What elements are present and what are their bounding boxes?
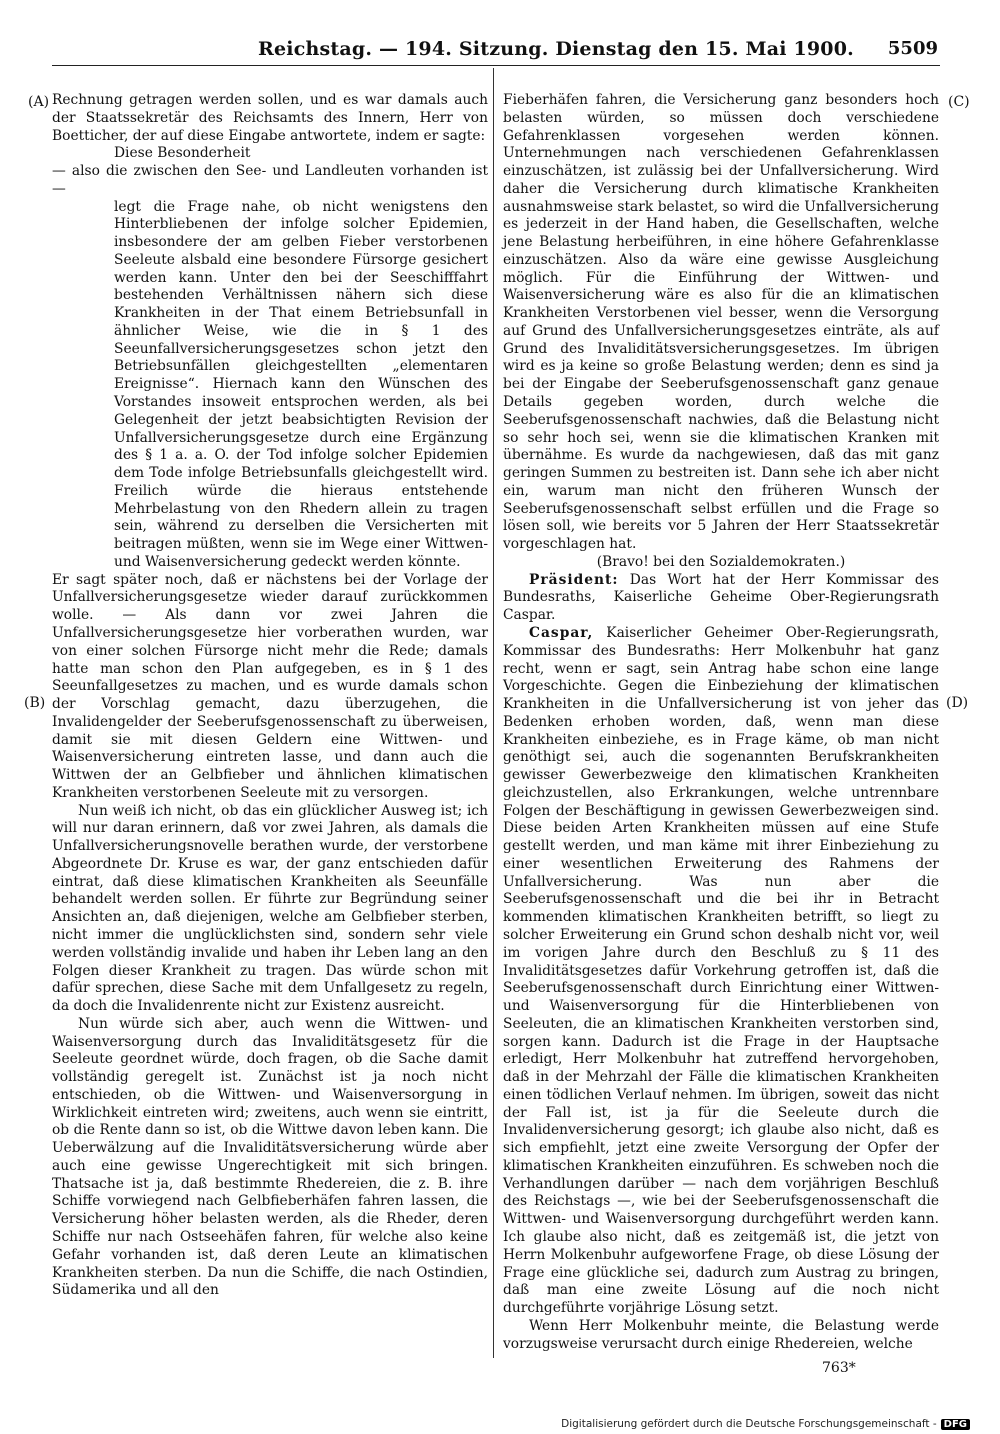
- paragraph: Nun weiß ich nicht, ob das ein glücklicher Ausweg ist; ich will nur daran erinnern, daß vor zwei Jahren, als damals die Unfallversicherungsnovelle berathen wurde, der verstorbene Abgeordnete Dr. Kruse es war, der ganz entschieden dafür eintrat, daß diese klimatischen Krankheiten als Seeunfälle behandelt werden sollen. Er führte zur Begründung seiner Ansichten an, daß diejenigen, welche am Gelbfieber sterben, nicht immer die unglücklichsten sind, sondern sehr viele werden vollständig invalide und haben ihr Leben lang an den Folgen dieser Krankheit zu tragen. Das würde schon mit dafür sprechen, diese Sache mit dem Unfallgesetz zu regeln, da doch die Invalidenrente nicht zur Existenz ausreicht.: [52, 802, 488, 1015]
- footer-text: Digitalisierung gefördert durch die Deutsche Forschungsgemeinschaft -: [561, 1418, 937, 1430]
- margin-marker-b: (B): [24, 695, 46, 711]
- paragraph: Nun würde sich aber, auch wenn die Wittwen- und Waisenversorgung durch das Invaliditätsgesetz für die Seeleute geordnet würde, doch fragen, ob die Sache damit vollständig geregelt ist. Zunächst ist ja noch nicht entschieden, ob die Wittwen- und Waisenversorgung in Wirklichkeit eintreten wird; zweitens, auch wenn sie eintritt, ob die Rente dann so ist, ob die Wittwe davon leben kann. Die Ueberwälzung auf die Invaliditätsversicherung würde aber auch eine gewisse Ungerechtigkeit mit sich bringen. Thatsache ist ja, daß bestimmte Rhedereien, die z. B. ihre Schiffe vorwiegend nach Gelbfieberhäfen fahren lassen, die Versicherung höher belasten werden, als die Rheder, deren Schiffe nur nach Ostseehäfen fahren, für welche also keine Gefahr vorhanden ist, daß deren Leute an klimatischen Krankheiten sterben. Da nun die Schiffe, die nach Ostindien, Südamerika und all den: [52, 1015, 488, 1299]
- paragraph: Wenn Herr Molkenbuhr meinte, die Belastung werde vorzugsweise verursacht durch einige Rhedereien, welche: [503, 1317, 939, 1352]
- speaker-name: Caspar,: [529, 624, 594, 641]
- column-divider: [493, 68, 494, 1358]
- paragraph: Fieberhäfen fahren, die Versicherung ganz besonders hoch belasten würden, so müssen doch verschiedene Gefahrenklassen vorgesehen werden können. Unternehmungen nach verschiedenen Gefahrenklassen einzuschätzen, ist zulässig bei der Unfallversicherung. Wird daher die Versicherung durch klimatische Krankheiten ausnahmsweise stark belastet, so wird die Unfallversicherung es jederzeit in der Hand haben, die Gesellschaften, welche jene Belastung herbeiführen, in eine höhere Gefahrenklasse einzuschätzen. Also da wäre eine gewisse Ausgleichung möglich. Für die Einführung der Wittwen- und Waisenversicherung wäre es also für die an klimatischen Krankheiten Verstorbenen viel besser, wenn die Versorgung auf Grund des Unfallversicherungsgesetzes einträte, als auf Grund des Invaliditätsversicherungsgesetzes. Im übrigen wird es ja keine so große Belastung werden; denn es sind ja bei der Eingabe der Seeberufsgenossenschaft ganz genaue Details gegeben worden, durch welche die Seeberufsgenossenschaft nachwies, daß die Belastung nicht so sehr hoch sei, wenn sie die klimatischen Kranken mit übernähme. Es wurde da nachgewiesen, daß das mit ganz geringen Summen zu bestreiten ist. Dann sehe ich aber nicht ein, warum man nicht den früheren Wunsch der Seeberufsgenossenschaft selbst erfüllen und die Frage so lösen soll, wie bereits vor 5 Jahren der Herr Staatssekretär vorgeschlagen hat.: [503, 92, 939, 553]
- speaker-name: Präsident:: [529, 571, 619, 588]
- page-header: [0, 38, 1000, 68]
- quote-heading: Diese Besonderheit: [114, 145, 251, 162]
- sheet-signature: 763*: [822, 1360, 856, 1376]
- running-title: Reichstag. — 194. Sitzung. Dienstag den 15. Mai 1900.: [258, 38, 854, 60]
- right-column: [503, 92, 939, 1353]
- paragraph: — also die zwischen den See- und Landleuten vorhanden ist —: [52, 163, 488, 197]
- footer-credit: [561, 1418, 970, 1430]
- paragraph: Er sagt später noch, daß er nächstens bei der Vorlage der Unfallversicherungsgesetze wieder darauf zurückkommen wolle. — Als dann vor zwei Jahren die Unfallversicherungsgesetze hier vorberathen wurden, war von einer solchen Fürsorge nicht mehr die Rede; damals hatte man schon den Plan aufgegeben, es in § 1 des Seeunfallgesetzes zu machen, und es wurde damals schon der Vorschlag gemacht, dazu überzugehen, die Invalidengelder der Seeberufsgenossenschaft zu überweisen, damit sie mit diesen Geldern eine Wittwen- und Waisenversicherung eintreten lasse, und dann auch die Wittwen der an Gelbfieber und ähnlichen klimatischen Krankheiten verstorbenen Seeleute mit zu versorgen.: [52, 571, 488, 801]
- margin-marker-c: (C): [948, 94, 970, 110]
- quote-block: legt die Frage nahe, ob nicht wenigstens den Hinterbliebenen der infolge solcher Epidemien, insbesondere der am gelben Fieber verstorbenen Seeleute alsbald eine besondere Fürsorge gesichert werden kann. Unter den bei der Seeschifffahrt bestehenden Verhältnissen nähern sich diese Krankheiten in der That einem Betriebsunfall in ähnlicher Weise, wie die in § 1 des Seeunfallversicherungsgesetzes schon jetzt den Betriebsunfällen gleichgestellten „elementaren Ereignisse“. Hiernach kann den Wünschen des Vorstandes insoweit entsprochen werden, als bei Gelegenheit der jetzt beabsichtigten Revision der Unfallversicherungsgesetze durch eine Ergänzung des § 1 a. a. O. der Tod infolge solcher Epidemien dem Tode infolge Betriebsunfalls gleichgestellt wird. Freilich würde die hieraus entstehende Mehrbelastung von den Rhedern allein zu tragen sein, während zu derselben die Versicherten mit beitragen müßten, wenn sie im Wege einer Wittwen- und Waisenversicherung gedeckt werden könnte.: [114, 198, 488, 570]
- speaker-text: Das Wort hat der Herr Kommissar des Bundesraths, Kaiserliche Geheime Ober-Regierungsrath Caspar.: [503, 571, 940, 624]
- speaker-text: Kaiserlicher Geheimer Ober-Regierungsrath, Kommissar des Bundesraths: Herr Molkenbuhr hat ganz recht, wenn er sagt, sein Antrag habe schon eine lange Vorgeschichte. Gegen die Einbeziehung der klimatischen Krankheiten in die Unfallversicherung ist von jeher das Bedenken erhoben worden, daß, wenn man diese Krankheiten einbeziehe, es in Frage käme, ob man nicht genöthigt sei, auch die sogenannten Berufskrankheiten gewisser Gewerbezweige den klimatischen Krankheiten gleichzustellen, also Erkrankungen, welche untrennbare Folgen der Beschäftigung in gewissen Gewerbezweigen sind. Diese beiden Arten Krankheiten müssen auf eine Stufe gestellt werden, und man käme mit ihrer Einbeziehung zu einer wesentlichen Erweiterung des Rahmens der Unfallversicherung. Was nun aber die Seeberufsgenossenschaft und die bei ihr in Betracht kommenden klimatischen Krankheiten betrifft, so liegt zu solcher Erweiterung ein Grund schon deshalb nicht vor, weil im vorigen Jahre durch den Beschluß zu § 11 des Invaliditätsgesetzes dafür Vorkehrung getroffen ist, daß die Seeberufsgenossenschaft durch Einrichtung einer Wittwen- und Waisenversorgung für die Hinterbliebenen von Seeleuten, die an klimatischen Krankheiten verstorben sind, sorgen kann. Dadurch ist die Frage in der Hauptsache erledigt, Herr Molkenbuhr hat zutreffend hervorgehoben, daß in der Mehrzahl der Fälle die klimatischen Krankheiten einen tödlichen Verlauf nehmen. Im übrigen, soweit das nicht der Fall ist, ist ja für die Seeleute durch die Invalidenversicherung gesorgt; ich glaube also nicht, daß es sich empfiehlt, jetzt eine zweite Versorgung der Opfer der klimatischen Krankheiten einzuführen. Es schweben noch die Verhandlungen darüber — nach dem vorjährigen Beschluß des Reichstags —, wie bei der Seeberufsgenossenschaft die Wittwen- und Waisenversorgung durchgeführt werden kann. Ich glaube also nicht, daß es zeitgemäß ist, die jetzt von Herrn Molkenbuhr aufgeworfene Frage, ob diese Lösung der Frage eine glückliche sei, dadurch zum Austrag zu bringen, daß man eine zweite Lösung auf die noch nicht durchgeführte vorjährige Lösung setzt.: [503, 624, 939, 1317]
- interjection: (Bravo! bei den Sozialdemokraten.): [596, 553, 846, 570]
- speaker-paragraph: [503, 572, 939, 625]
- header-rule: [52, 65, 940, 66]
- page-number: 5509: [887, 38, 938, 59]
- paragraph: Rechnung getragen werden sollen, und es war damals auch der Staatssekretär des Reichsamts des Innern, Herr von Boetticher, der auf diese Eingabe antwortete, indem er sagte:: [52, 92, 488, 144]
- left-column: [52, 92, 488, 1300]
- margin-marker-a: (A): [28, 94, 50, 110]
- speaker-paragraph: [503, 625, 939, 1318]
- dfg-logo: DFG: [941, 1419, 970, 1430]
- margin-marker-d: (D): [946, 695, 969, 711]
